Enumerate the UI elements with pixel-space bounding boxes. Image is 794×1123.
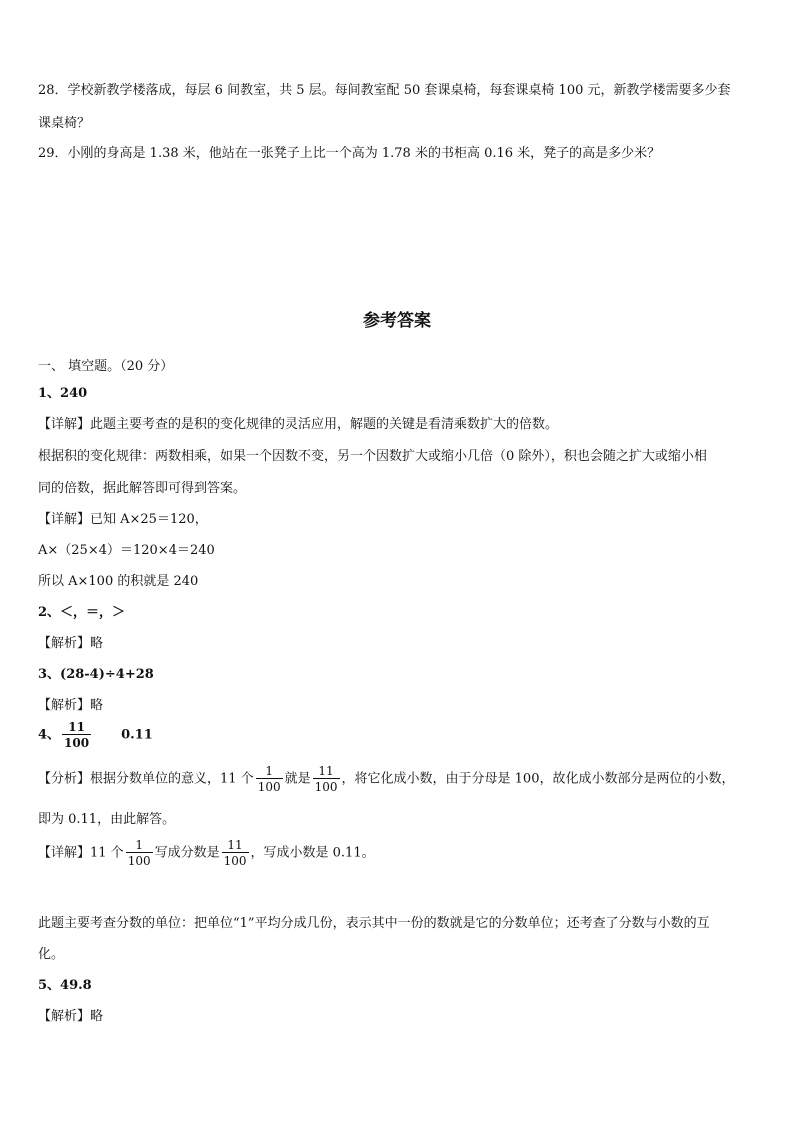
answer-4-decimal: 0.11 bbox=[121, 727, 153, 743]
answer-1-label: 1、240 bbox=[38, 386, 88, 401]
answer-3-label: 3、(28-4)÷4+28 bbox=[38, 667, 154, 682]
analysis-text-2: 就是 bbox=[284, 771, 311, 787]
fraction-denominator: 100 bbox=[314, 780, 338, 794]
fraction-denominator: 100 bbox=[64, 736, 90, 750]
fraction-denominator: 100 bbox=[127, 854, 151, 868]
answer-section-title: 参考答案 bbox=[363, 311, 431, 331]
answer-1-detail-4: A×（25×4）＝120×4＝240 bbox=[38, 543, 215, 558]
answer-2-label: 2、＜，＝，＞ bbox=[38, 605, 126, 620]
fraction-numerator: 1 bbox=[265, 764, 273, 778]
answer-3-note: 【解析】略 bbox=[38, 698, 104, 713]
answer-4-analysis-line-2: 即为 0.11，由此解答。 bbox=[38, 812, 176, 827]
analysis-text-1: 【分析】根据分数单位的意义，11 个 bbox=[38, 771, 254, 787]
fraction-numerator: 11 bbox=[227, 838, 243, 852]
detail-fraction-1 bbox=[126, 838, 153, 868]
answer-2-note: 【解析】略 bbox=[38, 636, 104, 651]
answer-4-summary-line-2: 化。 bbox=[38, 947, 65, 962]
detail-text-3: ，写成小数是 0.11。 bbox=[250, 845, 375, 861]
fraction-numerator: 11 bbox=[318, 764, 334, 778]
question-28-line-2: 课桌椅？ bbox=[38, 116, 91, 131]
answer-4-summary-line-1: 此题主要考查分数的单位：把单位“1”平均分成几份，表示其中一份的数就是它的分数单位；还考查了分数与小数的互 bbox=[38, 916, 710, 931]
section-heading-fill-in: 一、 填空题。（20 分） bbox=[38, 359, 174, 374]
answer-4-analysis bbox=[38, 764, 734, 794]
answer-1-detail-2-line-1: 根据积的变化规律：两数相乘，如果一个因数不变，另一个因数扩大或缩小几倍（0 除外），积也会随之扩大或缩小相 bbox=[38, 449, 707, 464]
question-28-line-1: 28．学校新教学楼落成，每层 6 间教室，共 5 层。每间教室配 50 套课桌椅，每套课桌椅 100 元，新教学楼需要多少套 bbox=[38, 83, 731, 98]
answer-4-detail bbox=[38, 838, 375, 868]
fraction-numerator: 11 bbox=[68, 720, 85, 734]
analysis-fraction-1 bbox=[256, 764, 283, 794]
fraction-denominator: 100 bbox=[223, 854, 247, 868]
fraction-numerator: 1 bbox=[135, 838, 143, 852]
detail-text-2: 写成分数是 bbox=[154, 845, 220, 861]
answer-1-detail-2-line-2: 同的倍数，据此解答即可得到答案。 bbox=[38, 481, 247, 496]
answer-4-fraction bbox=[62, 720, 91, 750]
answer-4-prefix: 4、 bbox=[38, 727, 61, 743]
answer-5-note: 【解析】略 bbox=[38, 1009, 104, 1024]
analysis-fraction-2 bbox=[313, 764, 340, 794]
answer-1-detail-5: 所以 A×100 的积就是 240 bbox=[38, 574, 199, 589]
answer-1-detail-1: 【详解】此题主要考查的是积的变化规律的灵活应用，解题的关键是看清乘数扩大的倍数。 bbox=[38, 417, 559, 432]
question-29: 29．小刚的身高是 1.38 米，他站在一张凳子上比一个高为 1.78 米的书柜高 0.16 米，凳子的高是多少米？ bbox=[38, 146, 661, 161]
fraction-denominator: 100 bbox=[257, 780, 281, 794]
detail-fraction-2 bbox=[222, 838, 249, 868]
answer-4-label bbox=[38, 720, 153, 750]
answer-5-label: 5、49.8 bbox=[38, 978, 92, 993]
answer-1-detail-3: 【详解】已知 A×25＝120， bbox=[38, 512, 208, 527]
detail-text-1: 【详解】11 个 bbox=[38, 845, 124, 861]
analysis-text-3: ，将它化成小数，由于分母是 100，故化成小数部分是两位的小数， bbox=[341, 771, 735, 787]
